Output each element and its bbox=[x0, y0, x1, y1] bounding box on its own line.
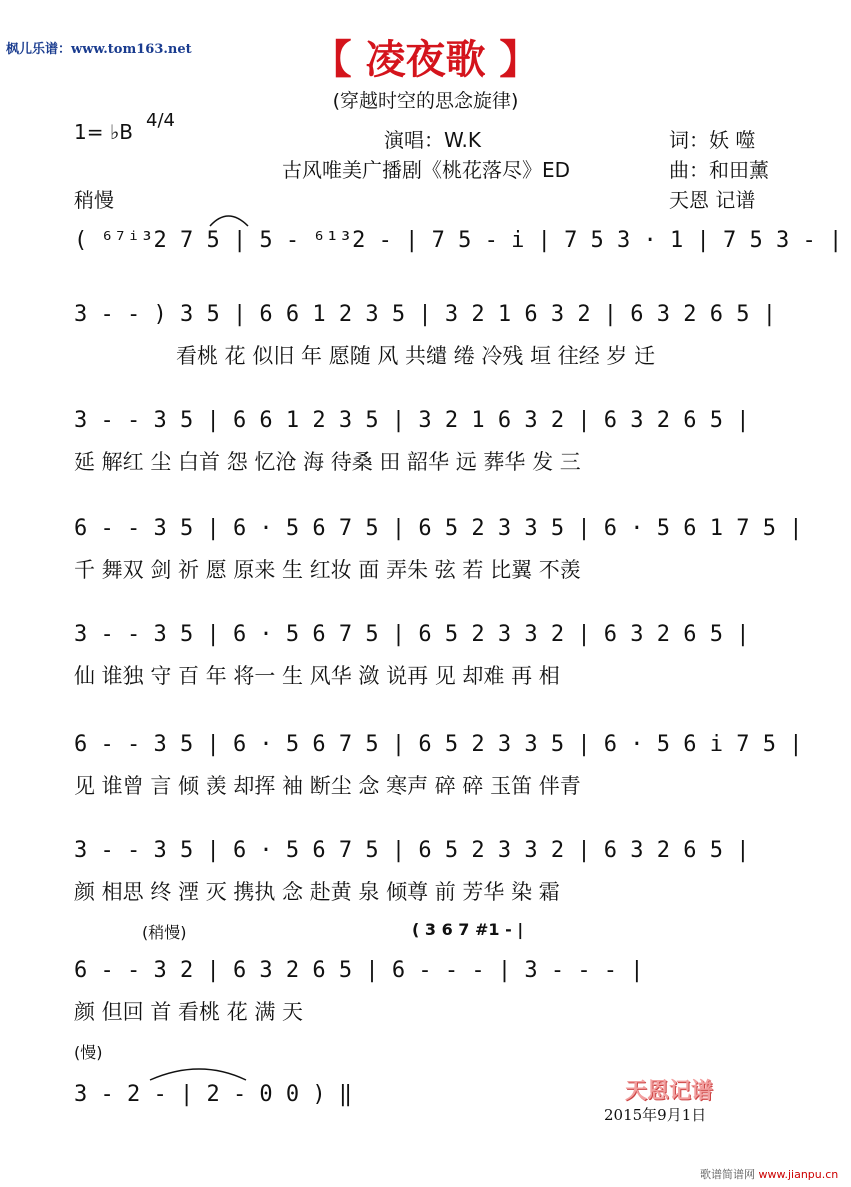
score-row-7-lyrics: 颜 相思 终 湮 灭 携执 念 赴黄 泉 倾尊 前 芳华 染 霜 bbox=[74, 880, 560, 904]
score-row-9-notes: 3 - 2 - | 2 - 0 0 ) ‖ bbox=[74, 1082, 353, 1107]
score-row-2-notes: 3 - - ) 3 5 | 6 6 1 2 3 5 | 3 2 1 6 3 2 | 6 3 2 6 5 | bbox=[74, 302, 776, 327]
score-row-6-lyrics: 见 谁曾 言 倾 羡 却挥 袖 断尘 念 寒声 碎 碎 玉笛 伴青 bbox=[74, 774, 581, 798]
score-row-2-lyrics: 看桃 花 似旧 年 愿随 风 共缱 绻 冷残 垣 往经 岁 迁 bbox=[176, 344, 656, 368]
watermark-bottom bbox=[700, 1166, 838, 1182]
score-row-3-notes: 3 - - 3 5 | 6 6 1 2 3 5 | 3 2 1 6 3 2 | 6 3 2 6 5 | bbox=[74, 408, 750, 433]
score-row-1-notes: ( ⁶⁷ⁱ³2 7 5 | 5 - ⁶¹³2 - | 7 5 - i | 7 5 3 · 1 | 7 5 3 - | bbox=[74, 228, 843, 253]
score-row-6-notes: 6 - - 3 5 | 6 · 5 6 7 5 | 6 5 2 3 3 5 | 6 · 5 6 i 7 5 | bbox=[74, 732, 803, 757]
watermark-bottom-url: www.jianpu.cn bbox=[758, 1168, 839, 1181]
transcriber-signature: 天恩记谱 bbox=[625, 1078, 714, 1104]
score-row-5-notes: 3 - - 3 5 | 6 · 5 6 7 5 | 6 5 2 3 3 2 | 6 3 2 6 5 | bbox=[74, 622, 750, 647]
lyricist-credit: 词：妖 噬 bbox=[669, 128, 756, 152]
time-signature: 4/4 bbox=[146, 110, 175, 131]
composer-credit: 曲：和田薰 bbox=[669, 158, 769, 182]
watermark-bottom-site: 歌谱简谱网 bbox=[700, 1168, 755, 1181]
watermark-top: 枫儿乐谱：www.tom163.net bbox=[6, 42, 192, 57]
annotation-interlude: ( 3 6 7 #1 - | bbox=[412, 920, 524, 939]
transcriber-credit: 天恩 记谱 bbox=[669, 188, 756, 212]
singer-credit: 演唱：W.K bbox=[384, 128, 481, 152]
score-row-5-lyrics: 仙 谁独 守 百 年 将一 生 风华 潋 说再 见 却难 再 相 bbox=[74, 664, 560, 688]
annotation-slow: (慢) bbox=[74, 1043, 103, 1062]
slur-arc bbox=[150, 1069, 246, 1080]
score-row-7-notes: 3 - - 3 5 | 6 · 5 6 7 5 | 6 5 2 3 3 2 | 6 3 2 6 5 | bbox=[74, 838, 750, 863]
transcription-date: 2015年9月1日 bbox=[604, 1106, 707, 1124]
score-row-8-notes: 6 - - 3 2 | 6 3 2 6 5 | 6 - - - | 3 - - - | bbox=[74, 958, 644, 983]
annotation-slightly-slow: (稍慢) bbox=[142, 923, 187, 942]
song-subtitle: (穿越时空的思念旋律) bbox=[332, 90, 519, 112]
key-signature: 1= ♭B bbox=[74, 120, 133, 144]
score-row-8-lyrics: 颜 但回 首 看桃 花 满 天 bbox=[74, 1000, 304, 1024]
song-title: 【 凌夜歌 】 bbox=[311, 37, 540, 83]
score-row-3-lyrics: 延 解红 尘 白首 怨 忆沧 海 待桑 田 韶华 远 葬华 发 三 bbox=[74, 450, 581, 474]
score-row-4-lyrics: 千 舞双 剑 祈 愿 原来 生 红妆 面 弄朱 弦 若 比翼 不羡 bbox=[74, 558, 581, 582]
tempo-marking: 稍慢 bbox=[74, 188, 114, 212]
score-row-4-notes: 6 - - 3 5 | 6 · 5 6 7 5 | 6 5 2 3 3 5 | 6 · 5 6 1 7 5 | bbox=[74, 516, 803, 541]
source-credit: 古风唯美广播剧《桃花落尽》ED bbox=[282, 158, 571, 182]
slur-arc bbox=[210, 216, 248, 226]
